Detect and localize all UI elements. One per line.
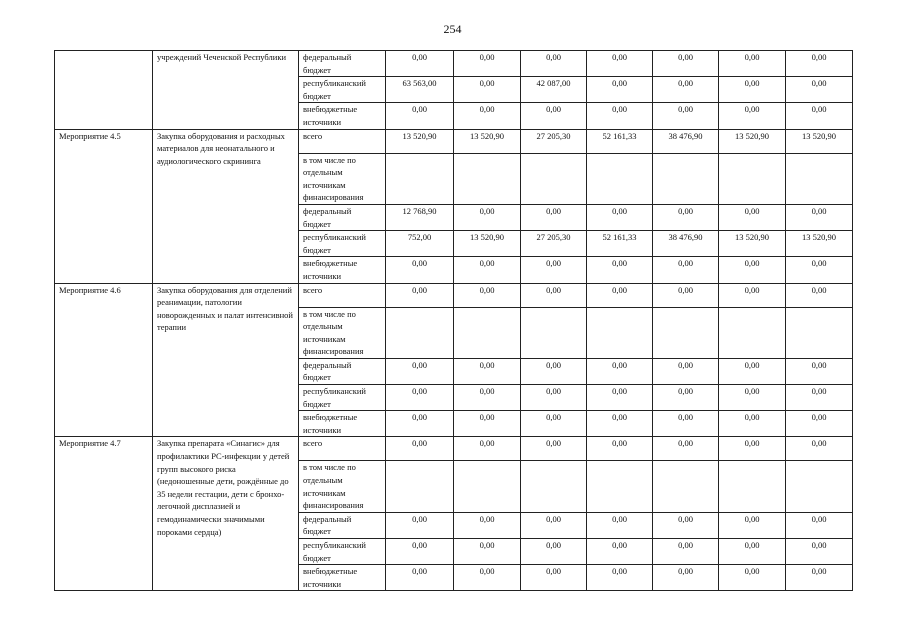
- value-cell: 752,00: [386, 231, 454, 257]
- value-cell: 0,00: [719, 437, 786, 461]
- event-name-cell: Мероприятие 4.5: [55, 129, 153, 283]
- event-name-cell: [55, 51, 153, 130]
- value-cell: 0,00: [719, 204, 786, 230]
- value-cell: 0,00: [587, 358, 653, 384]
- table-row: [55, 437, 853, 461]
- value-cell: 13 520,90: [454, 231, 521, 257]
- value-cell: 0,00: [521, 411, 587, 437]
- value-cell: 0,00: [653, 257, 719, 283]
- value-cell: 0,00: [786, 565, 853, 591]
- value-cell: 0,00: [386, 358, 454, 384]
- value-cell: 0,00: [786, 257, 853, 283]
- value-cell: 0,00: [786, 539, 853, 565]
- value-cell: 13 520,90: [719, 129, 786, 153]
- value-cell: 13 520,90: [386, 129, 454, 153]
- value-cell: 0,00: [454, 51, 521, 77]
- value-cell: 0,00: [587, 411, 653, 437]
- value-cell: 13 520,90: [786, 129, 853, 153]
- event-description-cell: Закупка оборудования и расходных материалов для неонатального и аудиологического скрининга: [153, 129, 299, 283]
- funding-source-cell: внебюджетные источники: [299, 565, 386, 591]
- funding-source-cell: в том числе по отдельным источникам финансирования: [299, 307, 386, 358]
- value-cell: 0,00: [653, 539, 719, 565]
- value-cell: 0,00: [719, 411, 786, 437]
- funding-source-cell: республиканский бюджет: [299, 385, 386, 411]
- value-cell: 0,00: [786, 103, 853, 129]
- value-cell: 0,00: [454, 358, 521, 384]
- value-cell: 13 520,90: [454, 129, 521, 153]
- value-cell: 0,00: [521, 283, 587, 307]
- value-cell: 0,00: [521, 358, 587, 384]
- value-cell: 0,00: [587, 539, 653, 565]
- value-cell: 0,00: [653, 204, 719, 230]
- value-cell: 0,00: [386, 565, 454, 591]
- value-cell: [386, 461, 454, 512]
- funding-source-cell: внебюджетные источники: [299, 257, 386, 283]
- value-cell: 52 161,33: [587, 129, 653, 153]
- value-cell: 27 205,30: [521, 129, 587, 153]
- value-cell: 0,00: [653, 77, 719, 103]
- value-cell: [454, 461, 521, 512]
- value-cell: 0,00: [719, 565, 786, 591]
- value-cell: 0,00: [521, 565, 587, 591]
- value-cell: 0,00: [454, 103, 521, 129]
- value-cell: 0,00: [587, 512, 653, 538]
- value-cell: [587, 307, 653, 358]
- value-cell: 0,00: [587, 565, 653, 591]
- value-cell: 0,00: [386, 283, 454, 307]
- value-cell: 0,00: [786, 77, 853, 103]
- funding-source-cell: в том числе по отдельным источникам финансирования: [299, 153, 386, 204]
- funding-source-cell: внебюджетные источники: [299, 103, 386, 129]
- value-cell: 0,00: [587, 51, 653, 77]
- value-cell: 0,00: [786, 437, 853, 461]
- funding-source-cell: внебюджетные источники: [299, 411, 386, 437]
- value-cell: 0,00: [587, 283, 653, 307]
- value-cell: 0,00: [454, 411, 521, 437]
- value-cell: 13 520,90: [719, 231, 786, 257]
- funding-source-cell: в том числе по отдельным источникам финансирования: [299, 461, 386, 512]
- value-cell: 0,00: [521, 103, 587, 129]
- value-cell: 0,00: [386, 51, 454, 77]
- table-row: [55, 129, 853, 153]
- value-cell: [587, 461, 653, 512]
- funding-source-cell: всего: [299, 129, 386, 153]
- value-cell: 0,00: [786, 411, 853, 437]
- value-cell: 0,00: [587, 204, 653, 230]
- value-cell: [653, 307, 719, 358]
- value-cell: 38 476,90: [653, 231, 719, 257]
- value-cell: 0,00: [521, 385, 587, 411]
- value-cell: [653, 153, 719, 204]
- value-cell: [386, 153, 454, 204]
- event-description-cell: Закупка препарата «Синагис» для профилактики РС-инфекции у детей групп высокого риска (недоношенные дети, рождённые до 35 недели гестации, дети с бронхо-легочной дисплазией и гемодинамически значимыми пороками сердца): [153, 437, 299, 591]
- value-cell: 0,00: [587, 385, 653, 411]
- value-cell: 0,00: [719, 103, 786, 129]
- value-cell: 0,00: [587, 437, 653, 461]
- value-cell: 0,00: [719, 385, 786, 411]
- event-name-cell: Мероприятие 4.7: [55, 437, 153, 591]
- value-cell: 0,00: [454, 437, 521, 461]
- value-cell: 0,00: [653, 51, 719, 77]
- value-cell: 0,00: [719, 512, 786, 538]
- value-cell: 0,00: [719, 539, 786, 565]
- funding-source-cell: всего: [299, 437, 386, 461]
- value-cell: 0,00: [653, 437, 719, 461]
- event-description-cell: Закупка оборудования для отделений реанимации, патологии новорожденных и палат интенсивной терапии: [153, 283, 299, 437]
- budget-table: [54, 50, 853, 591]
- value-cell: 0,00: [719, 51, 786, 77]
- value-cell: 0,00: [454, 77, 521, 103]
- funding-source-cell: всего: [299, 283, 386, 307]
- value-cell: [719, 307, 786, 358]
- funding-source-cell: республиканский бюджет: [299, 231, 386, 257]
- value-cell: 42 087,00: [521, 77, 587, 103]
- event-name-cell: Мероприятие 4.6: [55, 283, 153, 437]
- value-cell: 0,00: [719, 358, 786, 384]
- value-cell: [521, 307, 587, 358]
- value-cell: [587, 153, 653, 204]
- value-cell: 0,00: [587, 77, 653, 103]
- value-cell: 52 161,33: [587, 231, 653, 257]
- page-number: 254: [443, 22, 462, 36]
- value-cell: 0,00: [521, 51, 587, 77]
- value-cell: 0,00: [454, 539, 521, 565]
- table-body: [55, 51, 853, 591]
- value-cell: 0,00: [786, 358, 853, 384]
- funding-source-cell: федеральный бюджет: [299, 51, 386, 77]
- value-cell: 38 476,90: [653, 129, 719, 153]
- value-cell: 0,00: [719, 257, 786, 283]
- value-cell: 0,00: [653, 565, 719, 591]
- value-cell: [454, 307, 521, 358]
- value-cell: [386, 307, 454, 358]
- funding-source-cell: федеральный бюджет: [299, 512, 386, 538]
- value-cell: 0,00: [386, 257, 454, 283]
- value-cell: 0,00: [386, 385, 454, 411]
- event-description-cell: учреждений Чеченской Республики: [153, 51, 299, 130]
- value-cell: 0,00: [454, 257, 521, 283]
- value-cell: 0,00: [521, 437, 587, 461]
- funding-source-cell: республиканский бюджет: [299, 77, 386, 103]
- table-row: [55, 51, 853, 77]
- value-cell: 12 768,90: [386, 204, 454, 230]
- value-cell: 63 563,00: [386, 77, 454, 103]
- value-cell: 0,00: [521, 204, 587, 230]
- value-cell: 0,00: [454, 565, 521, 591]
- value-cell: 27 205,30: [521, 231, 587, 257]
- value-cell: 0,00: [521, 512, 587, 538]
- value-cell: 0,00: [653, 512, 719, 538]
- value-cell: [521, 153, 587, 204]
- value-cell: 0,00: [587, 103, 653, 129]
- value-cell: 0,00: [454, 204, 521, 230]
- value-cell: 0,00: [653, 385, 719, 411]
- value-cell: 0,00: [386, 437, 454, 461]
- value-cell: 0,00: [653, 358, 719, 384]
- value-cell: 0,00: [653, 103, 719, 129]
- value-cell: 0,00: [719, 283, 786, 307]
- value-cell: [653, 461, 719, 512]
- value-cell: 0,00: [653, 283, 719, 307]
- value-cell: 0,00: [786, 283, 853, 307]
- value-cell: 13 520,90: [786, 231, 853, 257]
- value-cell: [719, 153, 786, 204]
- table-row: [55, 283, 853, 307]
- value-cell: 0,00: [454, 512, 521, 538]
- value-cell: 0,00: [786, 512, 853, 538]
- value-cell: 0,00: [786, 385, 853, 411]
- value-cell: 0,00: [653, 411, 719, 437]
- value-cell: 0,00: [386, 411, 454, 437]
- value-cell: 0,00: [719, 77, 786, 103]
- value-cell: 0,00: [386, 539, 454, 565]
- value-cell: 0,00: [587, 257, 653, 283]
- value-cell: 0,00: [386, 512, 454, 538]
- funding-source-cell: республиканский бюджет: [299, 539, 386, 565]
- funding-source-cell: федеральный бюджет: [299, 204, 386, 230]
- funding-source-cell: федеральный бюджет: [299, 358, 386, 384]
- value-cell: 0,00: [786, 204, 853, 230]
- value-cell: [786, 461, 853, 512]
- value-cell: 0,00: [454, 385, 521, 411]
- value-cell: [454, 153, 521, 204]
- value-cell: [719, 461, 786, 512]
- value-cell: [521, 461, 587, 512]
- value-cell: 0,00: [521, 257, 587, 283]
- value-cell: [786, 307, 853, 358]
- value-cell: [786, 153, 853, 204]
- value-cell: 0,00: [786, 51, 853, 77]
- value-cell: 0,00: [386, 103, 454, 129]
- value-cell: 0,00: [454, 283, 521, 307]
- value-cell: 0,00: [521, 539, 587, 565]
